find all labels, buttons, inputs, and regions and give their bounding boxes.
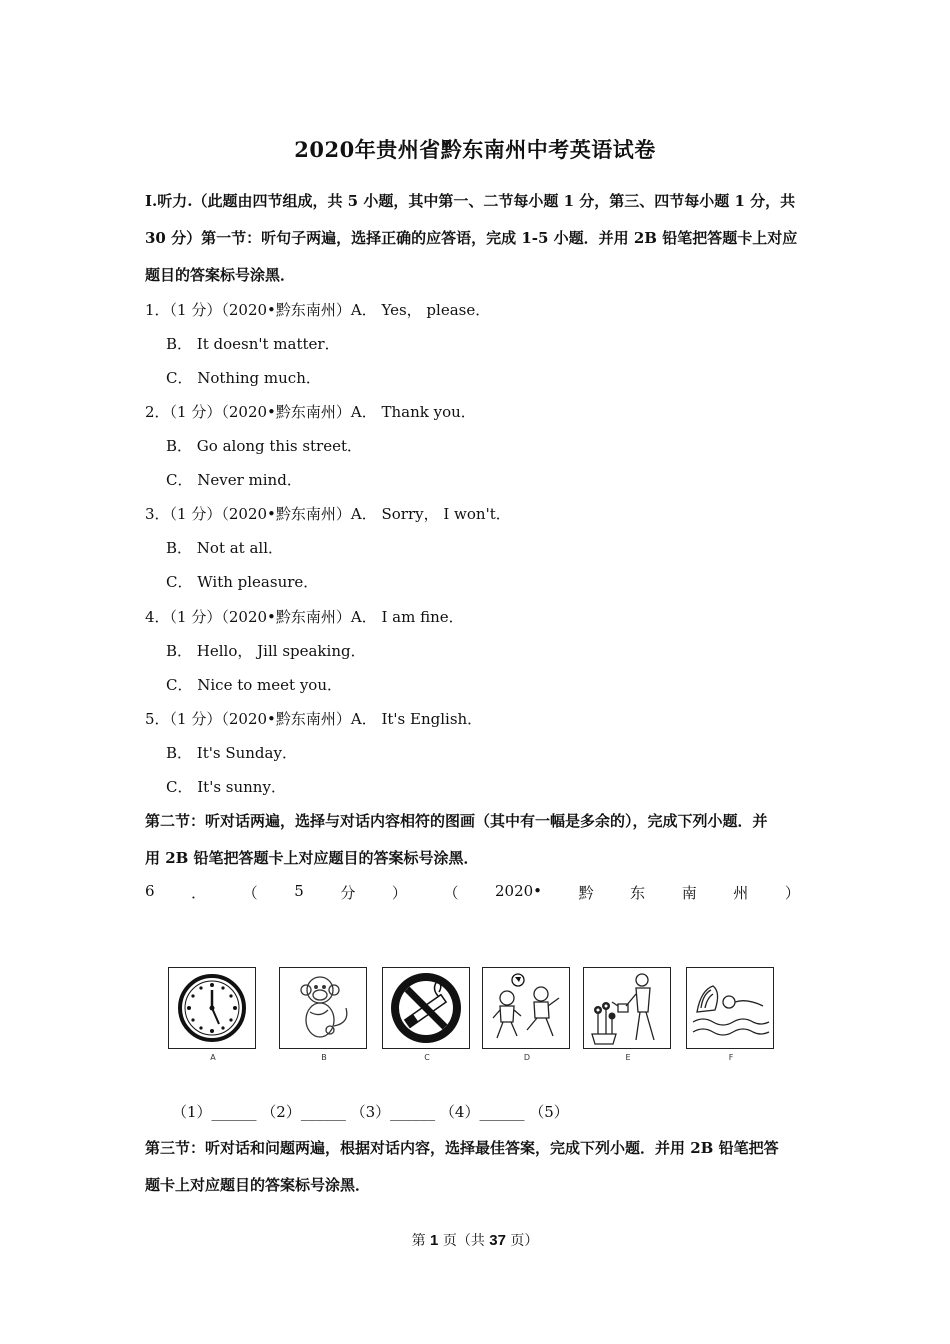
footer-middle: 页（共 — [438, 1233, 490, 1249]
q6-token: （ — [443, 884, 459, 902]
football-kids-icon — [483, 968, 569, 1048]
picture-e-label: E — [625, 1053, 631, 1062]
monkey-icon — [280, 968, 366, 1048]
footer-page-number: 1 — [430, 1232, 439, 1249]
question-3-option-b: B． Not at all． — [166, 539, 284, 557]
question-2-option-b: B． Go along this street． — [166, 437, 363, 455]
picture-c — [382, 965, 472, 1062]
question-4-option-c: C． Nice to meet you． — [166, 676, 342, 694]
picture-options — [166, 965, 778, 1065]
q6-token: ） — [784, 884, 800, 902]
clock-icon — [169, 968, 255, 1048]
q6-token: 2020• — [495, 882, 543, 900]
q6-token: （ — [242, 884, 258, 902]
page-footer — [0, 1230, 950, 1250]
picture-d — [482, 965, 572, 1062]
footer-total-pages: 37 — [489, 1232, 506, 1249]
footer-prefix: 第 — [411, 1233, 431, 1249]
footer-suffix: 页） — [505, 1233, 539, 1249]
question-3-stem: 3．（1 分）（2020•黔东南州）A． Sorry， I won't． — [145, 505, 511, 523]
q6-token: 6 — [145, 882, 155, 900]
question-2-stem: 2．（1 分）（2020•黔东南州）A． Thank you． — [145, 403, 476, 421]
question-1-option-c: C． Nothing much． — [166, 369, 321, 387]
question-5-option-c: C． It's sunny． — [166, 778, 286, 796]
question-1-option-b: B． It doesn't matter． — [166, 335, 340, 353]
question-5-stem: 5．（1 分）（2020•黔东南州）A． It's English． — [145, 710, 483, 728]
section3-line1: 第三节：听对话和问题两遍，根据对话内容，选择最佳答案，完成下列小题．并用 2B 铅笔把答 — [145, 1139, 779, 1157]
picture-a-label: A — [210, 1053, 216, 1062]
q6-token: 南 — [681, 884, 697, 902]
section3-line2: 题卡上对应题目的答案标号涂黑． — [145, 1176, 371, 1194]
q6-token: 5 — [294, 882, 304, 900]
picture-a — [168, 965, 258, 1062]
picture-c-label: C — [424, 1053, 430, 1062]
question-4-option-b: B． Hello， Jill speaking． — [166, 642, 366, 660]
section2-line1: 第二节：听对话两遍，选择与对话内容相符的图画（其中有一幅是多余的），完成下列小题．并 — [145, 812, 768, 830]
watering-flowers-icon — [584, 968, 670, 1048]
picture-b-label: B — [321, 1053, 327, 1062]
swimming-icon — [687, 968, 773, 1048]
picture-f — [686, 965, 776, 1062]
section1-intro-line2: 30 分）第一节：听句子两遍，选择正确的应答语，完成 1-5 小题．并用 2B 铅笔把答题卡上对应 — [145, 229, 798, 247]
q6-token: 黔 — [578, 884, 594, 902]
question-6-answer-blanks: （1）______ （2）______ （3）______ （4）______ （5） — [172, 1103, 569, 1121]
question-4-stem: 4．（1 分）（2020•黔东南州）A． I am fine． — [145, 608, 464, 626]
q6-token: 东 — [630, 884, 646, 902]
question-6-stem — [145, 882, 800, 903]
section1-intro-line3: 题目的答案标号涂黑． — [145, 266, 296, 284]
q6-token: ． — [191, 884, 207, 902]
q6-token: 州 — [733, 884, 749, 902]
question-3-option-c: C． With pleasure． — [166, 573, 319, 591]
section1-intro-line1: I.听力.（此题由四节组成，共 5 小题，其中第一、二节每小题 1 分，第三、四节每小题 1 分，共 — [145, 192, 796, 210]
picture-f-label: F — [728, 1053, 734, 1062]
q6-token: 分 — [340, 884, 356, 902]
section2-line2: 用 2B 铅笔把答题卡上对应题目的答案标号涂黑． — [145, 849, 479, 867]
picture-d-label: D — [523, 1053, 531, 1062]
picture-e — [583, 965, 673, 1062]
picture-b — [279, 965, 369, 1062]
question-2-option-c: C． Never mind． — [166, 471, 302, 489]
no-smoking-icon — [383, 968, 469, 1048]
question-1-stem: 1．（1 分）（2020•黔东南州）A． Yes， please． — [145, 301, 491, 319]
page-title: 2020年贵州省黔东南州中考英语试卷 — [294, 137, 656, 162]
question-5-option-b: B． It's Sunday． — [166, 744, 297, 762]
q6-token: ） — [391, 884, 407, 902]
